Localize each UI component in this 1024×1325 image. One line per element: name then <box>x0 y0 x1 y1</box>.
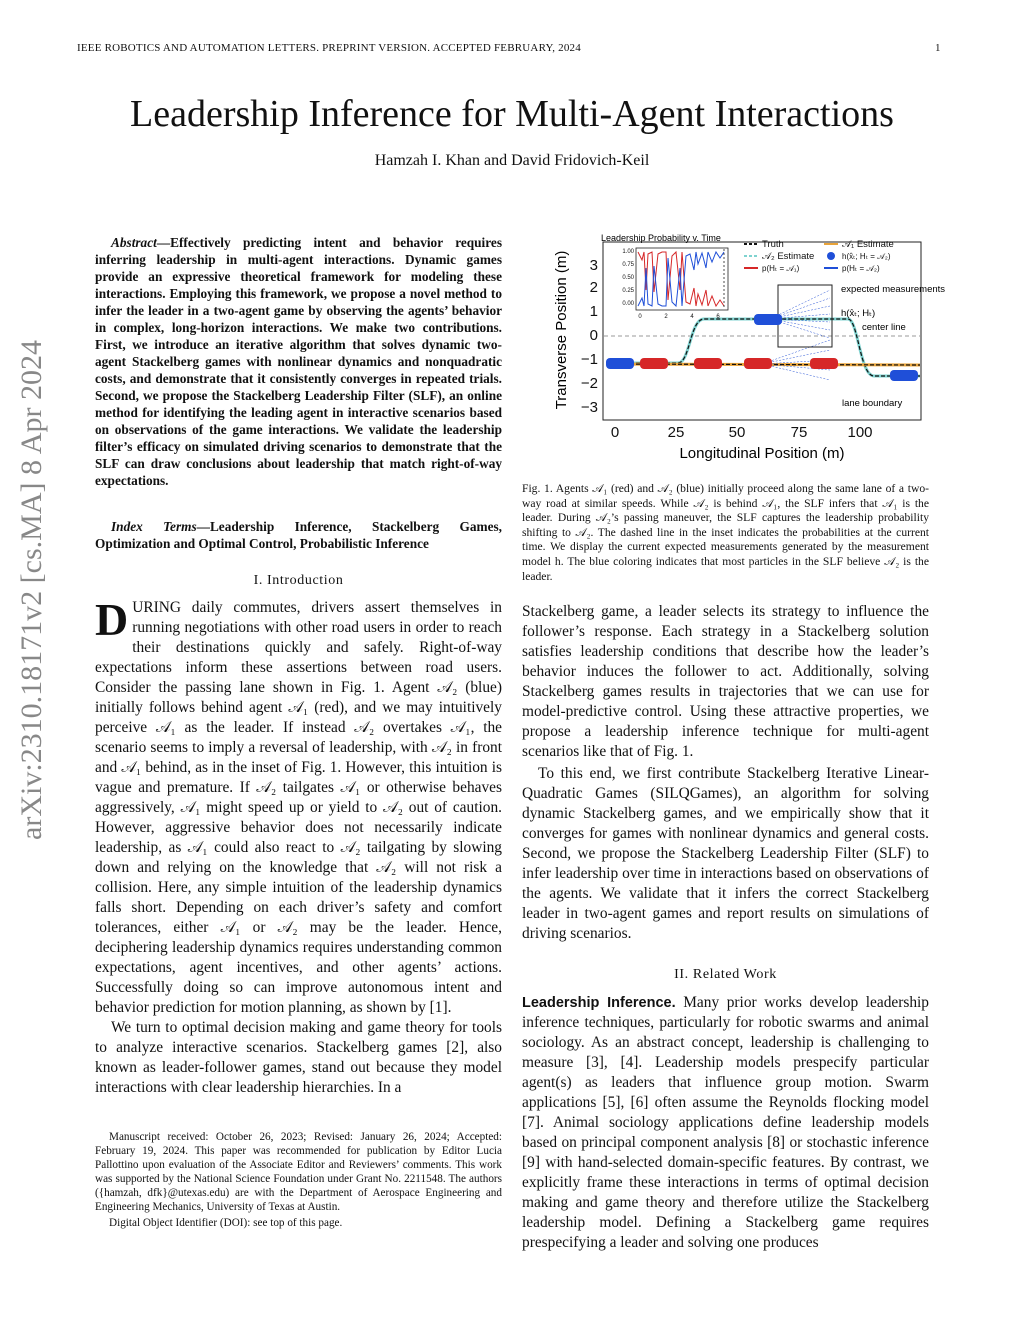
legend-a1-estimate: 𝒜₁ Estimate <box>842 239 894 250</box>
x-tick: 100 <box>847 424 873 441</box>
y-axis-label: Transverse Position (m) <box>553 250 570 410</box>
footnote-manuscript: Manuscript received: October 26, 2023; Revised: January 26, 2024; Accepted: February 19, 2024. This paper was recommended for publication by Editor Lucia Pallottino upon evaluation of the Associate Editor and Reviewers’ comments. This work was supported by the National Science Foundation under Grant No. 2211548. The authors ({hamzah, dfk}@utexas.edu) are with the Department of Aerospace Engineering and Engineering Mechanics, University of Texas at Austin. <box>95 1131 502 1213</box>
legend-p-a1: p(Hₜ = 𝒜₁) <box>762 264 800 273</box>
x-axis-label: Longitudinal Position (m) <box>679 445 845 462</box>
index-terms-label: Index Terms <box>111 519 197 534</box>
red-car <box>640 358 668 369</box>
red-car <box>694 358 722 369</box>
inset-x-tick: 0 <box>638 314 642 320</box>
intro-body <box>95 594 502 1098</box>
arxiv-id: arXiv:2310.18171v2 [cs.MA] 8 Apr 2024 <box>15 340 48 840</box>
inset-y-tick: 0.50 <box>622 275 634 281</box>
inset-y-tick: 0.25 <box>622 288 634 294</box>
y-tick: −1 <box>580 351 598 368</box>
y-tick: 3 <box>589 257 598 274</box>
inset-y-tick: 0.00 <box>622 301 634 307</box>
legend-a2-estimate: 𝒜₂ Estimate <box>762 251 815 262</box>
running-head: IEEE ROBOTICS AND AUTOMATION LETTERS. PREPRINT VERSION. ACCEPTED FEBRUARY, 2024 <box>77 42 581 54</box>
y-tick: 0 <box>589 327 598 344</box>
footnote-doi: Digital Object Identifier (DOI): see top of this page. <box>109 1217 343 1229</box>
y-tick: −2 <box>580 375 598 392</box>
index-terms <box>95 518 502 552</box>
legend-p-a2: p(Hₜ = 𝒜₂) <box>842 264 880 273</box>
related-work-body <box>522 993 929 1253</box>
right-column-body <box>522 602 929 944</box>
paper-title: Leadership Inference for Multi-Agent Interactions <box>130 93 894 135</box>
abstract-label: Abstract <box>111 235 157 250</box>
runin-heading: Leadership Inference. <box>522 995 676 1011</box>
x-tick: 0 <box>610 424 620 441</box>
arxiv-watermark <box>12 220 52 960</box>
inset-title: Leadership Probability v. Time <box>601 233 721 243</box>
inset-y-tick: 1.00 <box>622 249 634 255</box>
related-work-para-1: Many prior works develop leadership inference techniques, particularly for robotic swarms and animal sociology. As an abstract concept, leadership is challenging to measure [3], [4]. Leadership models prespecify particular agent(s) as leaders that influence group motion. Swarm applications [5], [6] often assume the Reynolds flocking model [7]. Animal sociology applications define leadership models based on principal component analysis [8] or stochastic inference [9] with hand-selected domain-specific features. By contrast, we explicitly frame these interactions in terms of optimal decision making and game theory and therefore utilize the Stackelberg leadership model. Defining a Stackelberg game requires prespecifying a leader and solving one produces <box>522 994 929 1251</box>
inset-x-tick: 4 <box>690 314 694 320</box>
intro-para-1: URING daily commutes, drivers assert themselves in running negotiations with other road users in order to reach their destinations quickly and safely. Right-of-way expectations inform these assertions between road users. Consider the passing lane shown in Fig. 1. Agent 𝒜₂ (blue) initially follows behind agent 𝒜₁ (red), and we may intuitively perceive 𝒜₁ as the leader. If instead 𝒜₂ overtakes 𝒜₁, the scenario seems to imply a reversal of leadership, with 𝒜₂ in front and 𝒜₁ behind, as in the inset of Fig. 1. However, this intuition is vague and premature. If 𝒜₂ tailgates 𝒜₁ or otherwise behaves aggressively, 𝒜₁ might speed up or yield to 𝒜₂ out of caution. However, aggressive behavior does not necessarily indicate leadership, as 𝒜₁ could also react to 𝒜₂ tailgating by slowing down and relying on the knowledge that 𝒜₂ will not risk a collision. Here, any simple intuition of the leadership dynamics falls short. Depending on each driver’s safety and comfort tolerances, either 𝒜₁ or 𝒜₂ may be the leader. Hence, deciphering leadership dynamics requires understanding common expectations, agent incentives, and other agents’ actions. Successfully doing so can improve autonomous intent and behavior prediction for motion planning, as shown by [1]. <box>95 599 502 1016</box>
blue-car <box>754 314 782 325</box>
right-para-1: Stackelberg game, a leader selects its strategy to influence the follower’s response. Each strategy in a Stackelberg solution satisfies leadership conditions that describe how the leader’s behavior induces the follower to act. Additionally, solving Stackelberg games results in trajectories that we can use for model-predictive control. Using these attractive properties, we propose a leadership inference technique for multi-agent scenarios like that of Fig. 1. <box>522 603 929 760</box>
footnote <box>95 1130 502 1230</box>
page-number: 1 <box>935 42 941 54</box>
center-line-label: center line <box>862 322 906 333</box>
y-tick: 1 <box>589 303 598 320</box>
y-tick: 2 <box>589 279 598 296</box>
abstract-text: —Effectively predicting intent and behavior requires inferring leadership in multi-agent interactions. Dynamic games provide an expressive theoretical framework for modeling these interactions. Employing this framework, we propose a novel method to infer the leader in a two-agent game by observing the agents’ behavior in complex, long-horizon interactions. We make two contributions. First, we introduce an iterative algorithm that solves dynamic two-agent Stackelberg games with nonlinear dynamics and nonquadratic costs, and demonstrate that it consistently converges in repeated trials. Second, we propose the Stackelberg Leadership Filter (SLF), an online method for identifying the leading agent in interactive scenarios based on observations of the game interactions. We validate the leadership filter’s efficacy on simulated driving scenarios to demonstrate that the SLF can draw conclusions about leadership that match right-of-way expectations. <box>95 235 502 488</box>
blue-car <box>606 358 634 369</box>
expected-measurements-label: expected measurements <box>841 284 946 295</box>
abstract <box>95 234 502 489</box>
inset-x-tick: 6 <box>716 314 720 320</box>
red-car <box>810 358 838 369</box>
paper-authors: Hamzah I. Khan and David Fridovich-Keil <box>374 152 650 169</box>
inset-y-tick: 0.75 <box>622 262 634 268</box>
red-car <box>744 358 772 369</box>
drop-cap: D <box>95 594 129 645</box>
y-tick: −3 <box>580 399 598 416</box>
figure-1-caption: Fig. 1. Agents 𝒜₁ (red) and 𝒜₂ (blue) initially proceed along the same lane of a two-way road at similar speeds. While 𝒜₂ is behind 𝒜₁, the SLF infers that 𝒜₁ is the leader. During 𝒜₂’s passing maneuver, the SLF captures the leadership probability shifting to 𝒜₂. The dashed line in the inset indicates the probabilities at the current time. We display the current expected measurements generated by the measurement model h. The blue coloring indicates that most particles in the SLF believe 𝒜₂ is the leader. <box>522 482 929 583</box>
intro-para-2: We turn to optimal decision making and game theory for tools to analyze interactive scenarios. Stackelberg games [2], also known as leader-follower games, stand out because they model interactions with clear leadership hierarchies. In a <box>95 1019 502 1096</box>
section-heading-related-work: II. Related Work <box>674 967 777 982</box>
right-para-2: To this end, we first contribute Stackelberg Iterative Linear-Quadratic Games (SILQGames), an algorithm for solving dynamic Stackelberg games, and we empirically show that it converges for games with nonlinear dynamics and general costs. Second, we propose the Stackelberg Leadership Filter (SLF) to infer leadership over time in interactions based on observations of the agents. We validate that it infers the correct Stackelberg leader in two-agent games and report results on simulations of driving scenarios. <box>522 765 929 942</box>
inset-x-tick: 2 <box>664 314 668 320</box>
x-tick: 25 <box>667 424 685 441</box>
legend-truth: Truth <box>762 239 784 250</box>
lane-boundary-label: lane boundary <box>842 398 903 409</box>
figure-1 <box>548 230 946 470</box>
section-heading-introduction: I. Introduction <box>253 573 344 588</box>
x-tick: 50 <box>728 424 746 441</box>
index-terms-text: —Leadership Inference, Stackelberg Games, Optimization and Optimal Control, Probabilistic Inference <box>95 519 502 551</box>
measurement-model-label: h(x̂ₜ; Hₜ) <box>841 308 876 319</box>
blue-car <box>890 370 918 381</box>
x-tick: 75 <box>790 424 808 441</box>
legend-measurement: h(x̂ₜ; Hₜ = 𝒜₂) <box>842 252 891 261</box>
